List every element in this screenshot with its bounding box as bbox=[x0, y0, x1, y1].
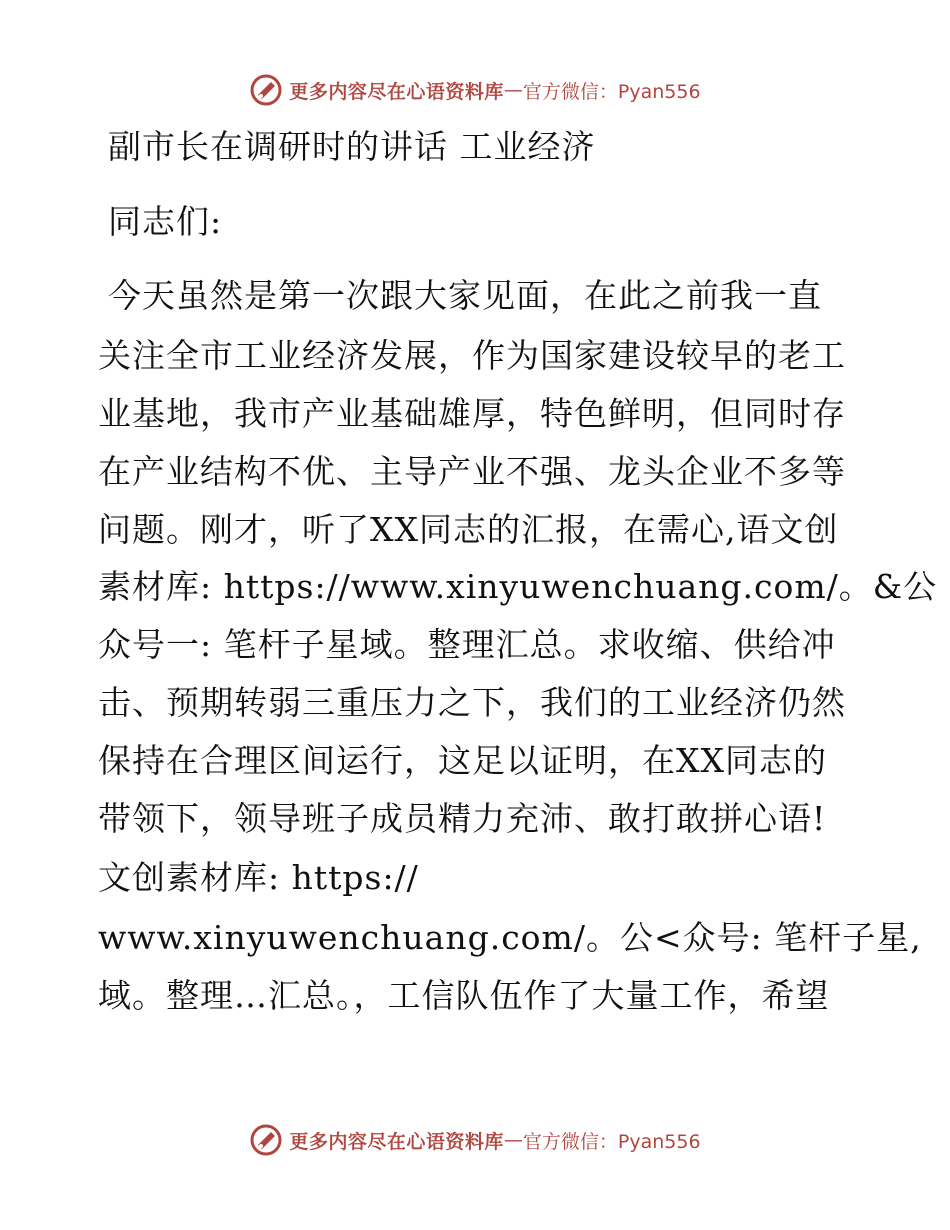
banner-separator: — bbox=[503, 79, 523, 101]
body-line: 在产业结构不优、主导产业不强、龙头企业不多等 bbox=[98, 452, 846, 491]
banner-wechat: 官方微信：Pyan556 bbox=[522, 80, 701, 103]
body-line: 保持在合理区间运行，这足以证明，在XX同志的 bbox=[98, 741, 827, 780]
body-line: 带领下，领导班子成员精力充沛、敢打敢拼心语! bbox=[98, 799, 827, 838]
body-line: 众号一: 笔杆子星域。整理汇总。求收缩、供给冲 bbox=[98, 625, 836, 664]
logo-icon bbox=[249, 73, 283, 107]
document-title: 副市长在调研时的讲话 工业经济 bbox=[108, 127, 596, 166]
logo-icon bbox=[249, 1123, 283, 1157]
banner-wechat: 官方微信：Pyan556 bbox=[522, 1130, 701, 1153]
body-line: 域。整理…汇总。，工信队伍作了大量工作，希望 bbox=[98, 976, 830, 1015]
body-line: 问题。刚才，听了XX同志的汇报，在需心,语文创 bbox=[98, 510, 839, 549]
body-line: 关注全市工业经济发展，作为国家建设较早的老工 bbox=[98, 336, 846, 375]
body-line: 今天虽然是第一次跟大家见面，在此之前我一直 bbox=[108, 276, 822, 315]
banner-text: 更多内容尽在心语资料库 bbox=[289, 80, 504, 103]
body-line: 业基地，我市产业基础雄厚，特色鲜明，但同时存 bbox=[98, 394, 846, 433]
body-line: 击、预期转弱三重压力之下，我们的工业经济仍然 bbox=[98, 683, 846, 722]
banner-text: 更多内容尽在心语资料库 bbox=[289, 1130, 504, 1153]
header-watermark-banner bbox=[0, 70, 950, 110]
body-line: 素材库: https://www.xinyuwenchuang.com/。&公 bbox=[98, 567, 938, 606]
body-line: 文创素材库: https:// bbox=[98, 858, 419, 897]
body-line: www.xinyuwenchuang.com/。公<众号: 笔杆子星, bbox=[98, 918, 922, 957]
salutation: 同志们: bbox=[108, 202, 223, 241]
banner-separator: — bbox=[503, 1129, 523, 1151]
footer-watermark-banner bbox=[0, 1120, 950, 1160]
